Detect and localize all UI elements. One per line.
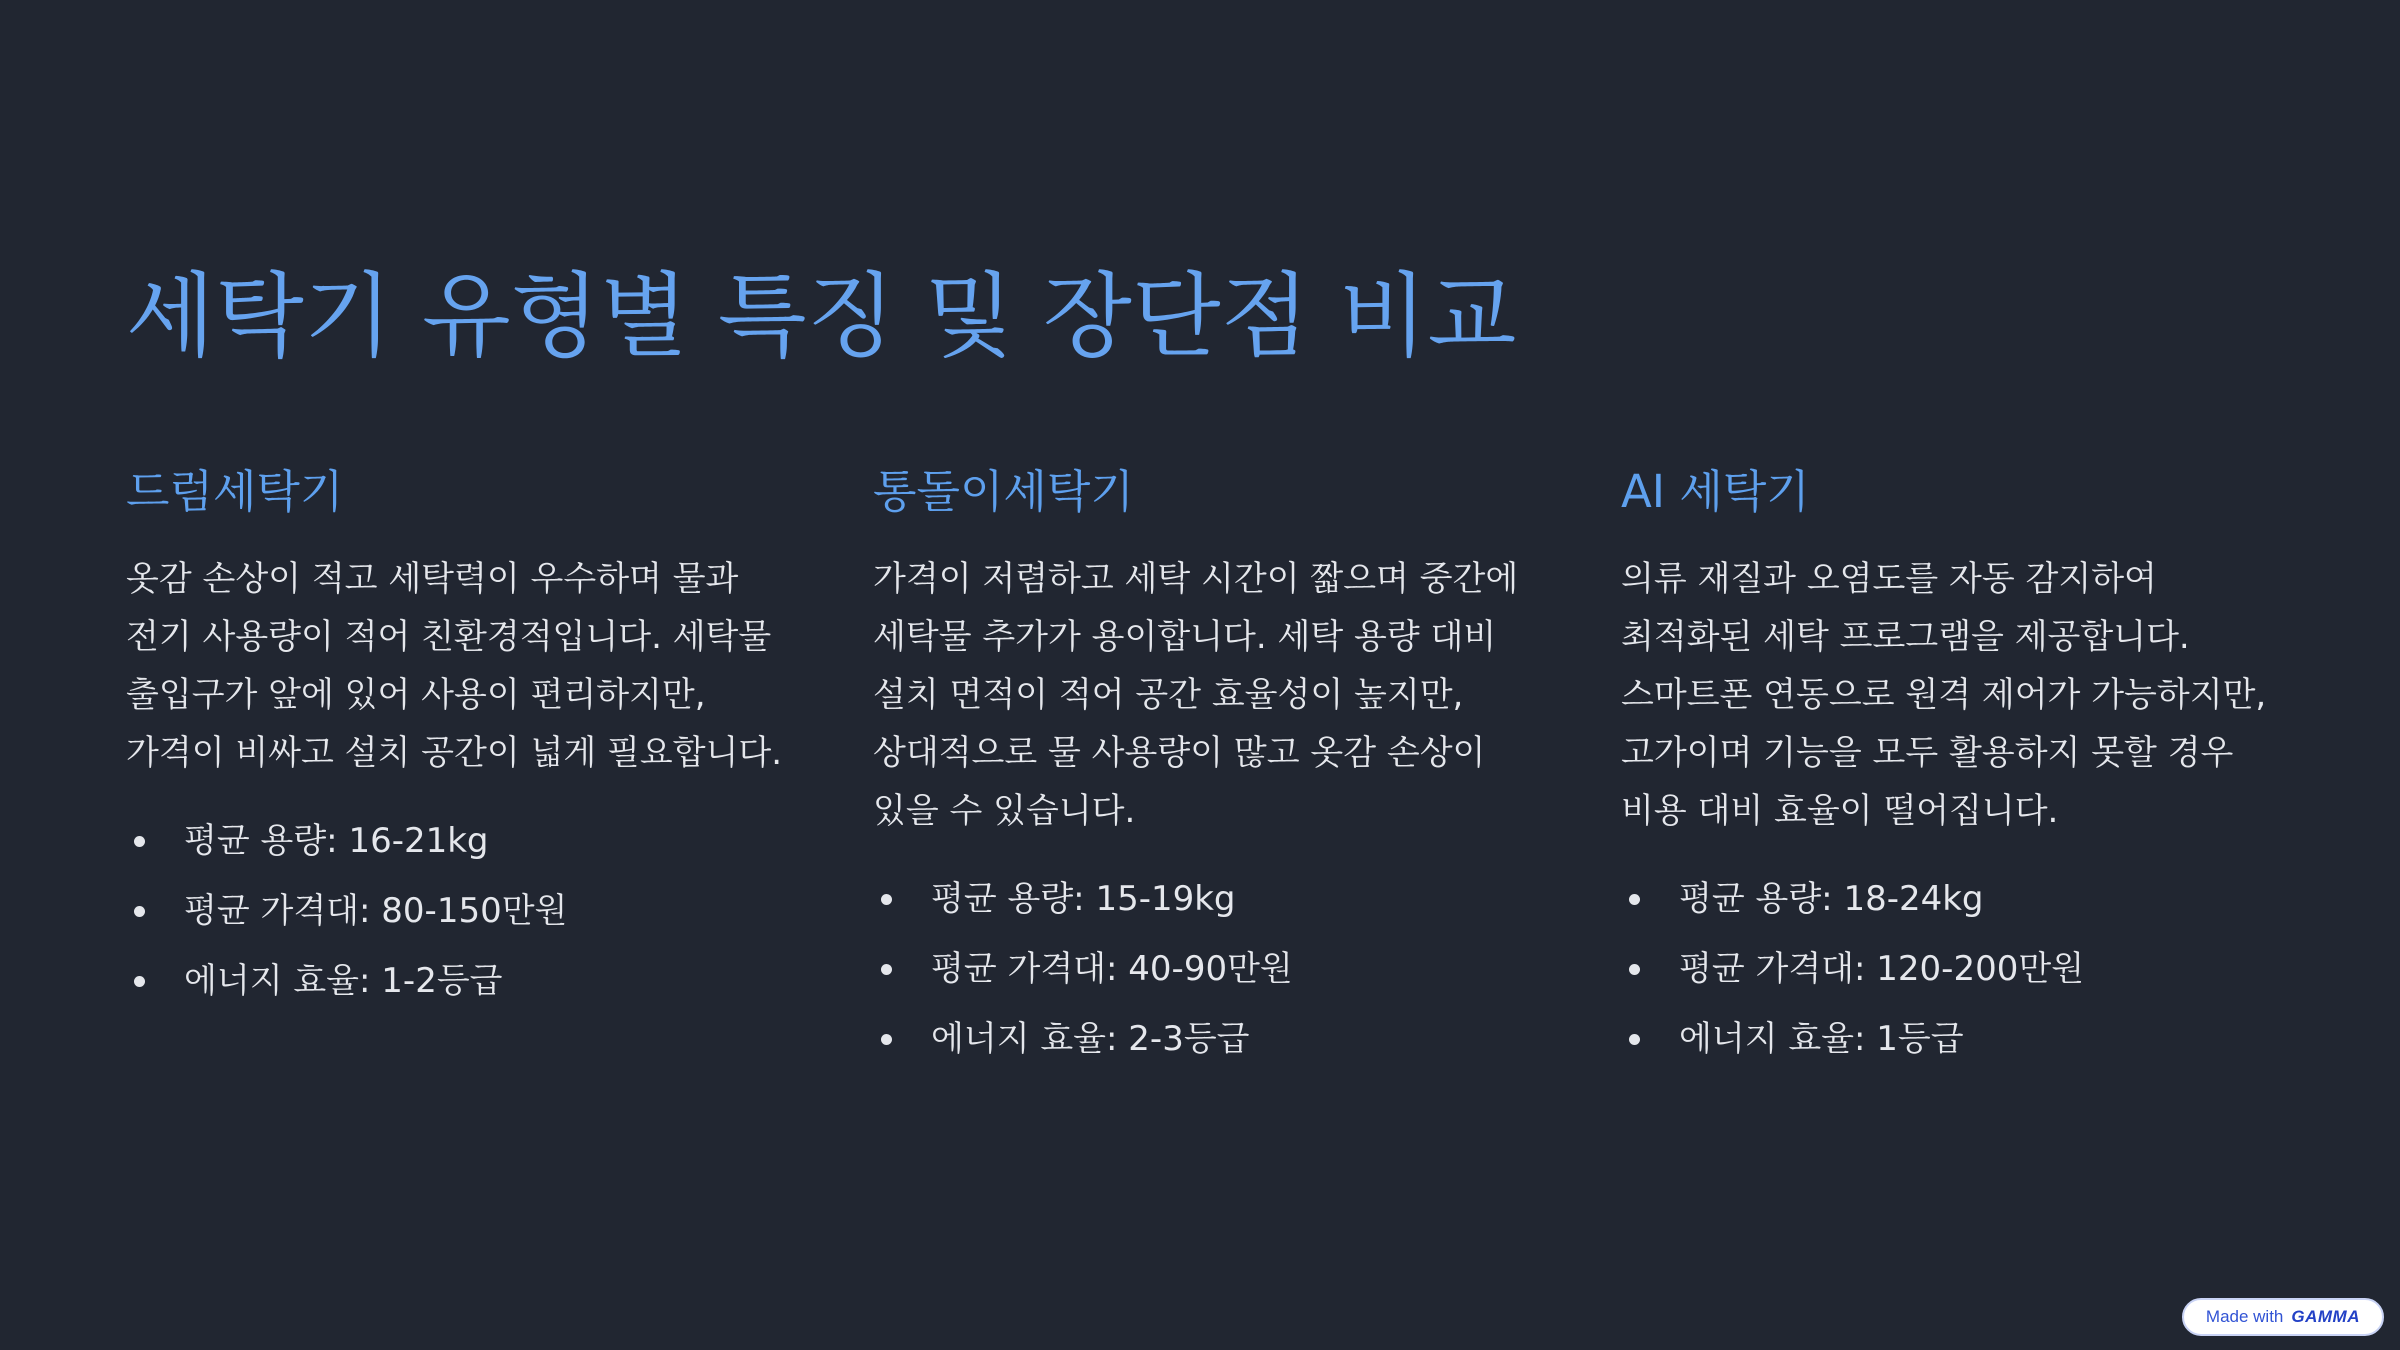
spec-text: 평균 가격대: 120-200만원: [1679, 949, 2085, 989]
bullet-icon: [134, 906, 145, 917]
spec-item: [126, 876, 786, 946]
spec-item: [1621, 934, 2281, 1004]
bullet-icon: [1629, 1034, 1640, 1045]
bullet-icon: [134, 836, 145, 847]
bullet-icon: [881, 894, 892, 905]
bullet-icon: [1629, 894, 1640, 905]
column-ai-washer: [1621, 460, 2281, 1074]
spec-text: 에너지 효율: 1등급: [1679, 1019, 1964, 1059]
spec-list: [1621, 864, 2281, 1074]
made-with-gamma-badge[interactable]: [2182, 1298, 2384, 1336]
spec-item: [873, 864, 1533, 934]
spec-text: 평균 가격대: 40-90만원: [931, 949, 1293, 989]
column-heading: 통돌이세탁기: [873, 465, 1134, 518]
bullet-icon: [881, 1034, 892, 1045]
spec-item: [126, 946, 786, 1016]
bullet-icon: [134, 976, 145, 987]
spec-text: 평균 용량: 18-24kg: [1679, 879, 1984, 919]
spec-text: 평균 용량: 16-21kg: [184, 821, 489, 861]
slide-title: 세탁기 유형별 특징 및 장단점 비교: [126, 263, 1517, 370]
spec-text: 에너지 효율: 1-2등급: [184, 961, 503, 1001]
spec-item: [1621, 1004, 2281, 1074]
spec-text: 평균 가격대: 80-150만원: [184, 891, 568, 931]
spec-text: 평균 용량: 15-19kg: [931, 879, 1236, 919]
column-description: 가격이 저렴하고 세탁 시간이 짧으며 중간에 세탁물 추가가 용이합니다. 세탁 용량 대비 설치 면적이 적어 공간 효율성이 높지만, 상대적으로 물 사용량이 많고 옷감 손상이 있을 수 있습니다.: [873, 559, 1519, 831]
gamma-logo-text: GAMMA: [2291, 1307, 2360, 1326]
bullet-icon: [1629, 964, 1640, 975]
column-description: 옷감 손상이 적고 세탁력이 우수하며 물과 전기 사용량이 적어 친환경적입니다. 세탁물 출입구가 앞에 있어 사용이 편리하지만, 가격이 비싸고 설치 공간이 넓게 필요합니다.: [126, 559, 783, 773]
spec-item: [873, 1004, 1533, 1074]
bullet-icon: [881, 964, 892, 975]
spec-item: [873, 934, 1533, 1004]
column-drum-washer: [126, 460, 786, 1016]
column-description: 의류 재질과 오염도를 자동 감지하여 최적화된 세탁 프로그램을 제공합니다. 스마트폰 연동으로 원격 제어가 가능하지만, 고가이며 기능을 모두 활용하지 못할 경우 비용 대비 효율이 떨어집니다.: [1621, 559, 2267, 831]
spec-item: [1621, 864, 2281, 934]
spec-list: [873, 864, 1533, 1074]
column-heading: 드럼세탁기: [126, 465, 344, 518]
badge-prefix: Made with: [2205, 1307, 2284, 1326]
spec-item: [126, 806, 786, 876]
spec-list: [126, 806, 786, 1016]
column-heading: AI 세탁기: [1621, 465, 1810, 518]
spec-text: 에너지 효율: 2-3등급: [931, 1019, 1250, 1059]
column-top-loader: [873, 460, 1533, 1074]
